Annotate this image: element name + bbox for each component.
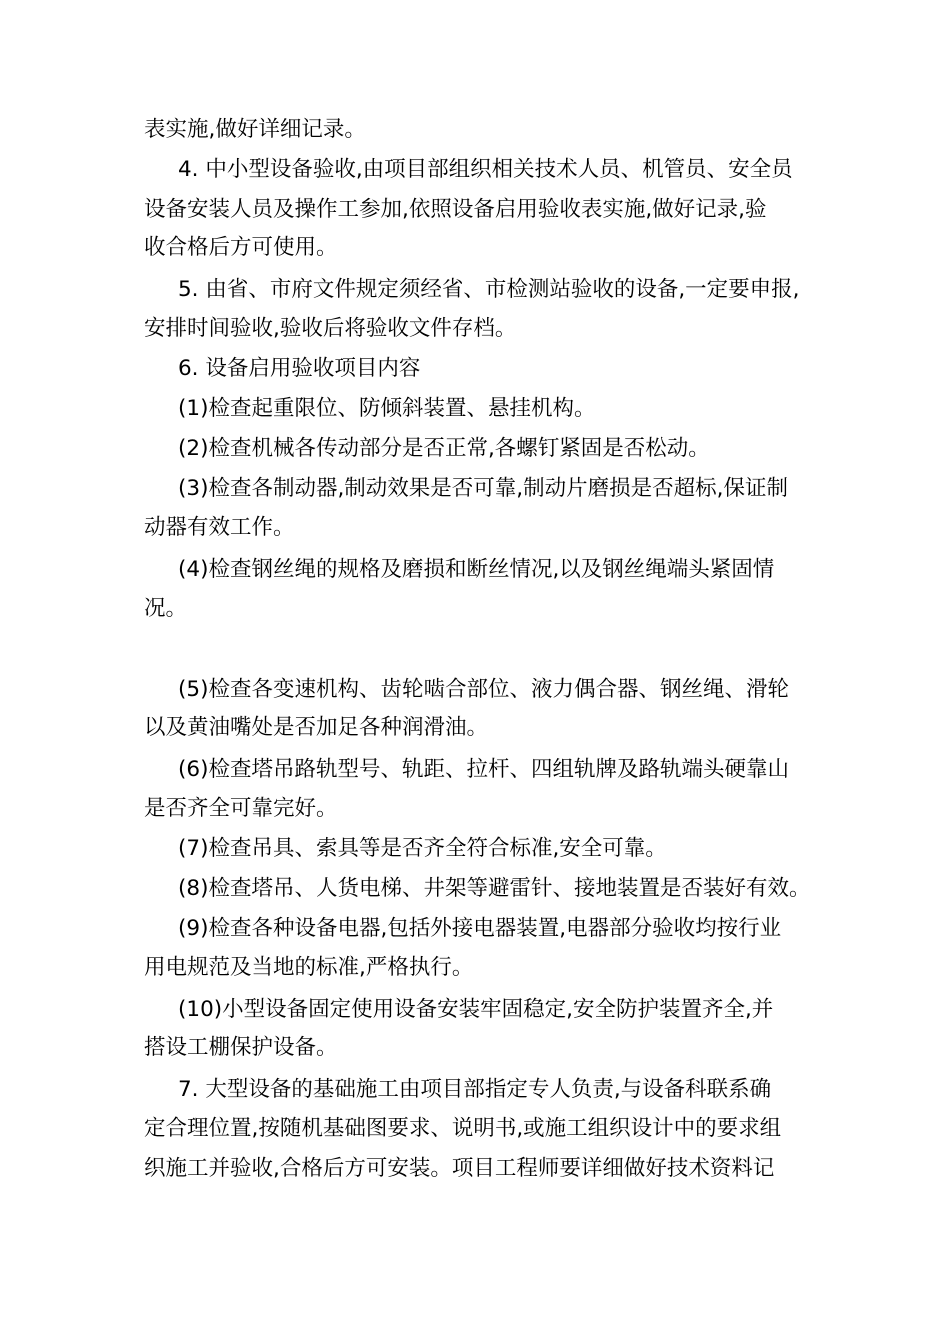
- text-line: 况。: [144, 596, 188, 621]
- text-line: 是否齐全可靠完好。: [144, 796, 338, 821]
- text-line: 用电规范及当地的标准,严格执行。: [144, 955, 474, 980]
- text-line: (1)检查起重限位、防倾斜装置、悬挂机构。: [178, 396, 596, 421]
- text-line: 6. 设备启用验收项目内容: [178, 356, 421, 381]
- text-line: (6)检查塔吊路轨型号、轨距、拉杆、四组轨牌及路轨端头硬靠山: [178, 757, 789, 782]
- text-line: 表实施,做好详细记录。: [144, 117, 366, 142]
- text-line: 4. 中小型设备验收,由项目部组织相关技术人员、机管员、安全员: [178, 157, 793, 182]
- text-line: (10)小型设备固定使用设备安装牢固稳定,安全防护装置齐全,并: [178, 997, 774, 1022]
- text-line: (5)检查各变速机构、齿轮啮合部位、液力偶合器、钢丝绳、滑轮: [178, 677, 789, 702]
- text-line: 安排时间验收,验收后将验收文件存档。: [144, 316, 517, 341]
- text-line: 设备安装人员及操作工参加,依照设备启用验收表实施,做好记录,验: [144, 197, 767, 222]
- text-line: 以及黄油嘴处是否加足各种润滑油。: [144, 715, 489, 740]
- text-line: (9)检查各种设备电器,包括外接电器装置,电器部分验收均按行业: [178, 916, 782, 941]
- text-line: 7. 大型设备的基础施工由项目部指定专人负责,与设备科联系确: [178, 1077, 772, 1102]
- text-line: 织施工并验收,合格后方可安装。项目工程师要详细做好技术资料记: [144, 1156, 775, 1181]
- text-line: (4)检查钢丝绳的规格及磨损和断丝情况,以及钢丝绳端头紧固情: [178, 557, 775, 582]
- text-line: (3)检查各制动器,制动效果是否可靠,制动片磨损是否超标,保证制: [178, 476, 788, 501]
- text-line: 定合理位置,按随机基础图要求、说明书,或施工组织设计中的要求组: [144, 1116, 782, 1141]
- text-line: 5. 由省、市府文件规定须经省、市检测站验收的设备,一定要申报,: [178, 277, 800, 302]
- text-line: (2)检查机械各传动部分是否正常,各螺钉紧固是否松动。: [178, 436, 710, 461]
- text-line: 搭设工棚保护设备。: [144, 1035, 338, 1060]
- text-line: (7)检查吊具、索具等是否齐全符合标准,安全可靠。: [178, 836, 667, 861]
- text-line: (8)检查塔吊、人货电梯、井架等避雷针、接地装置是否装好有效。: [178, 876, 811, 901]
- text-line: 动器有效工作。: [144, 515, 295, 540]
- text-line: 收合格后方可使用。: [144, 235, 338, 260]
